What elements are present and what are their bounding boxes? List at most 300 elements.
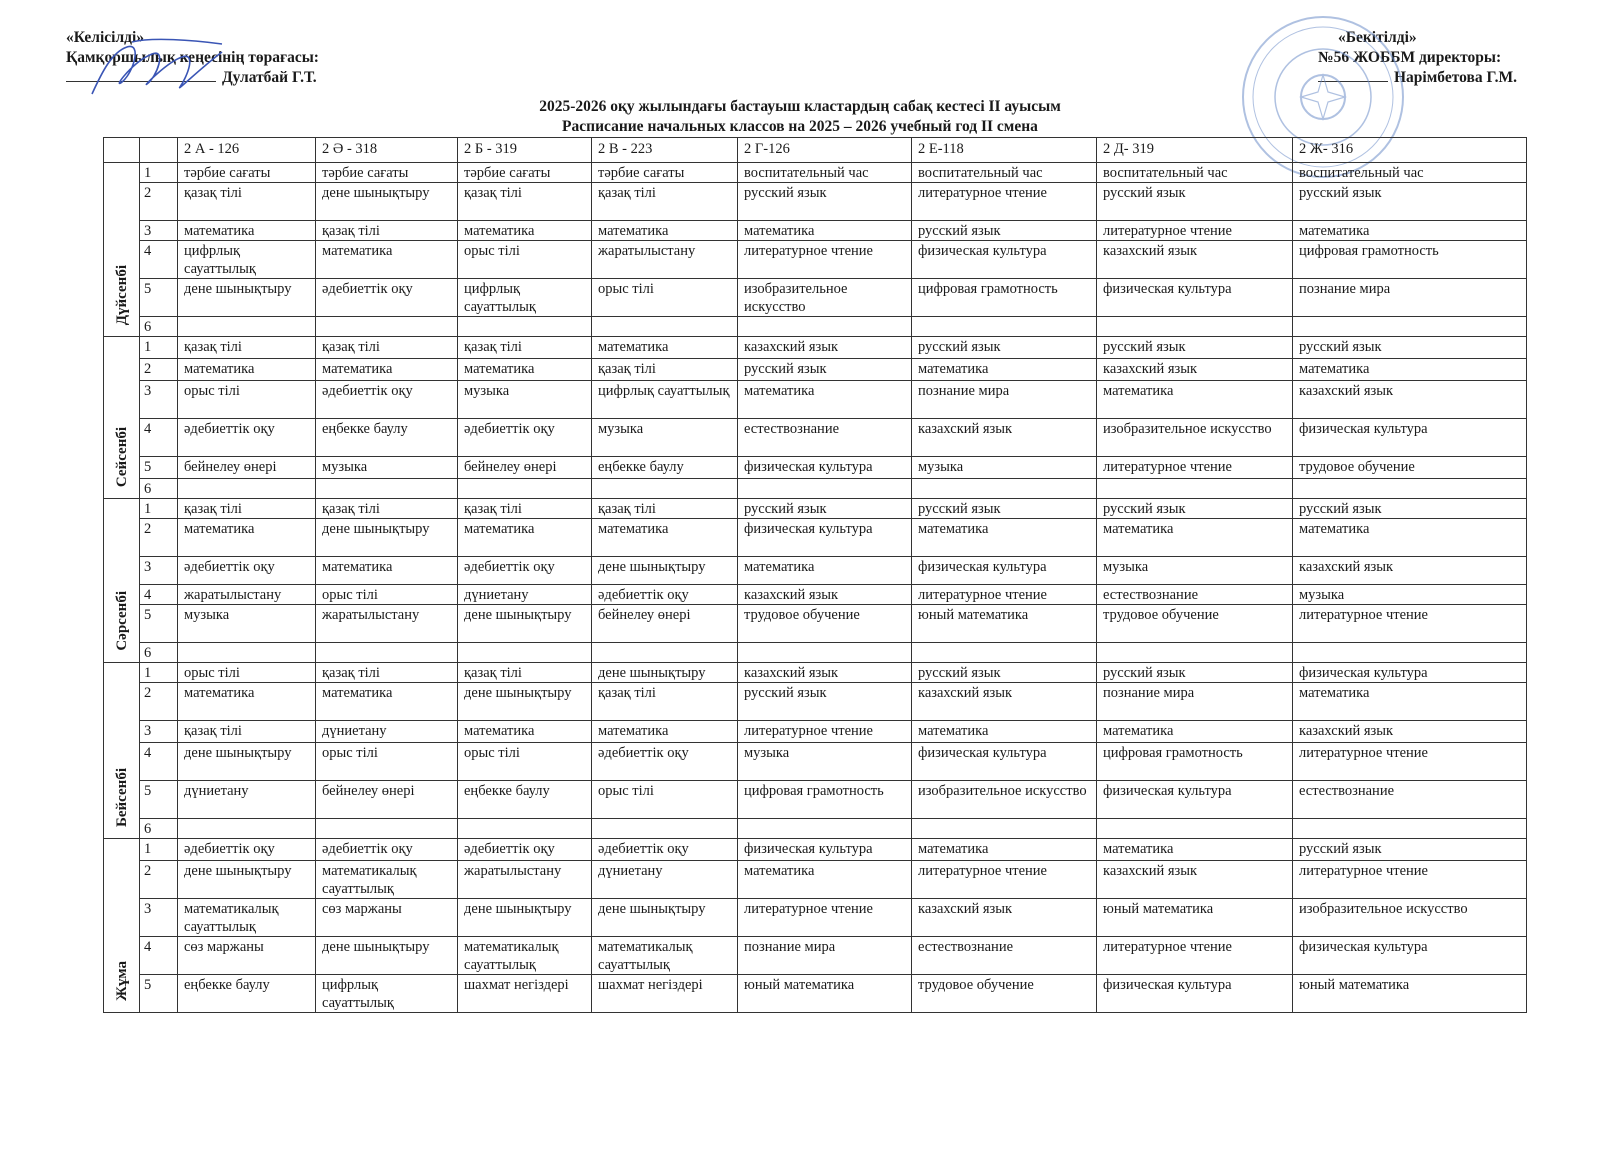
lesson-cell: [1097, 317, 1293, 337]
lesson-cell: әдебиеттік оқу: [316, 839, 458, 861]
lesson-cell: әдебиеттік оқу: [592, 585, 738, 605]
lesson-cell: [738, 643, 912, 663]
lesson-cell: дене шынықтыру: [178, 279, 316, 317]
lesson-cell: музыка: [1293, 585, 1527, 605]
lesson-cell: естествознание: [1097, 585, 1293, 605]
lesson-cell: математика: [592, 337, 738, 359]
lesson-number: 6: [140, 819, 178, 839]
class-header: 2 Е-118: [912, 138, 1097, 163]
table-row: [104, 721, 1527, 743]
lesson-cell: [316, 819, 458, 839]
table-row: [104, 337, 1527, 359]
lesson-cell: литературное чтение: [738, 241, 912, 279]
table-row: [104, 183, 1527, 221]
lesson-cell: әдебиеттік оқу: [178, 419, 316, 457]
lesson-cell: цифровая грамотность: [738, 781, 912, 819]
lesson-cell: математика: [458, 721, 592, 743]
lesson-cell: цифрлық сауаттылық: [458, 279, 592, 317]
lesson-cell: русский язык: [912, 499, 1097, 519]
lesson-cell: тәрбие сағаты: [592, 163, 738, 183]
lesson-cell: [316, 317, 458, 337]
lesson-cell: литературное чтение: [912, 861, 1097, 899]
lesson-cell: математика: [1097, 519, 1293, 557]
title-kz: 2025-2026 оқу жылындағы бастауыш кластардың сабақ кестесі II ауысым: [539, 98, 1061, 115]
lesson-number: 2: [140, 183, 178, 221]
lesson-cell: [178, 643, 316, 663]
schedule-table: [103, 137, 1527, 1013]
day-cell: [104, 163, 140, 337]
lesson-cell: математика: [1293, 519, 1527, 557]
lesson-cell: русский язык: [1097, 337, 1293, 359]
table-row: [104, 839, 1527, 861]
lesson-cell: естествознание: [1293, 781, 1527, 819]
table-row: [104, 819, 1527, 839]
table-row: [104, 683, 1527, 721]
lesson-cell: литературное чтение: [1097, 457, 1293, 479]
lesson-cell: қазақ тілі: [458, 499, 592, 519]
table-row: [104, 937, 1527, 975]
class-header: 2 Д- 319: [1097, 138, 1293, 163]
lesson-cell: дене шынықтыру: [178, 743, 316, 781]
table-row: [104, 457, 1527, 479]
lesson-cell: русский язык: [1293, 183, 1527, 221]
lesson-cell: қазақ тілі: [316, 663, 458, 683]
lesson-cell: воспитательный час: [1293, 163, 1527, 183]
table-row: [104, 557, 1527, 585]
lesson-number: 3: [140, 899, 178, 937]
lesson-number: 3: [140, 557, 178, 585]
lesson-cell: русский язык: [912, 221, 1097, 241]
lesson-cell: юный математика: [1097, 899, 1293, 937]
lesson-cell: [738, 479, 912, 499]
chair-signature-line: [66, 68, 319, 88]
lesson-cell: математика: [592, 221, 738, 241]
table-row: [104, 163, 1527, 183]
lesson-number: 3: [140, 221, 178, 241]
lesson-cell: музыка: [738, 743, 912, 781]
approved-label: «Бекітілді»: [1338, 29, 1417, 46]
lesson-cell: [1097, 479, 1293, 499]
table-row: [104, 899, 1527, 937]
lesson-cell: музыка: [178, 605, 316, 643]
lesson-cell: қазақ тілі: [458, 663, 592, 683]
lesson-cell: дене шынықтыру: [316, 183, 458, 221]
lesson-cell: познание мира: [1293, 279, 1527, 317]
lesson-cell: русский язык: [912, 663, 1097, 683]
lesson-cell: казахский язык: [1097, 359, 1293, 381]
lesson-cell: жаратылыстану: [178, 585, 316, 605]
lesson-cell: математикалық сауаттылық: [316, 861, 458, 899]
lesson-cell: литературное чтение: [1293, 861, 1527, 899]
lesson-cell: еңбекке баулу: [178, 975, 316, 1013]
lesson-cell: воспитательный час: [912, 163, 1097, 183]
lesson-cell: орыс тілі: [592, 781, 738, 819]
table-row: [104, 359, 1527, 381]
lesson-cell: математика: [738, 557, 912, 585]
lesson-cell: қазақ тілі: [178, 337, 316, 359]
lesson-number: 6: [140, 479, 178, 499]
lesson-number: 6: [140, 643, 178, 663]
header-row: [104, 138, 1527, 163]
lesson-cell: математика: [1097, 381, 1293, 419]
lesson-number: 5: [140, 975, 178, 1013]
approval-right: [1318, 28, 1517, 88]
table-row: [104, 221, 1527, 241]
table-row: [104, 317, 1527, 337]
lesson-cell: математика: [738, 381, 912, 419]
table-row: [104, 743, 1527, 781]
lesson-cell: әдебиеттік оқу: [178, 557, 316, 585]
lesson-cell: математика: [458, 519, 592, 557]
lesson-cell: дүниетану: [316, 721, 458, 743]
lesson-cell: русский язык: [912, 337, 1097, 359]
day-label: Дүйсенбі: [113, 264, 130, 325]
lesson-number: 6: [140, 317, 178, 337]
lesson-number: 2: [140, 683, 178, 721]
lesson-cell: физическая культура: [738, 839, 912, 861]
council-chair-role: Қамқоршылық кеңесінің төрағасы:: [66, 49, 319, 66]
lesson-cell: русский язык: [1097, 183, 1293, 221]
lesson-cell: физическая культура: [1097, 279, 1293, 317]
lesson-cell: казахский язык: [738, 337, 912, 359]
lesson-cell: математика: [592, 519, 738, 557]
lesson-cell: [316, 643, 458, 663]
lesson-number: 5: [140, 605, 178, 643]
table-row: [104, 585, 1527, 605]
lesson-cell: воспитательный час: [1097, 163, 1293, 183]
lesson-cell: [458, 643, 592, 663]
lesson-cell: қазақ тілі: [316, 221, 458, 241]
lesson-number: 3: [140, 721, 178, 743]
lesson-cell: орыс тілі: [316, 743, 458, 781]
lesson-cell: бейнелеу өнері: [316, 781, 458, 819]
lesson-cell: дене шынықтыру: [592, 557, 738, 585]
lesson-cell: математика: [316, 359, 458, 381]
lesson-cell: трудовое обучение: [738, 605, 912, 643]
lesson-cell: русский язык: [738, 359, 912, 381]
lesson-cell: цифрлық сауаттылық: [178, 241, 316, 279]
lesson-cell: литературное чтение: [1097, 221, 1293, 241]
lesson-cell: әдебиеттік оқу: [316, 381, 458, 419]
lesson-cell: математикалық сауаттылық: [178, 899, 316, 937]
lesson-number: 1: [140, 663, 178, 683]
lesson-number: 2: [140, 359, 178, 381]
lesson-cell: музыка: [592, 419, 738, 457]
lesson-cell: изобразительное искусство: [1293, 899, 1527, 937]
lesson-cell: математика: [316, 557, 458, 585]
lesson-number: 1: [140, 499, 178, 519]
lesson-cell: физическая культура: [1293, 663, 1527, 683]
lesson-cell: русский язык: [738, 683, 912, 721]
lesson-cell: [592, 819, 738, 839]
lesson-number: 4: [140, 241, 178, 279]
lesson-cell: цифрлық сауаттылық: [592, 381, 738, 419]
lesson-cell: бейнелеу өнері: [178, 457, 316, 479]
lesson-cell: бейнелеу өнері: [592, 605, 738, 643]
lesson-cell: юный математика: [1293, 975, 1527, 1013]
chair-name: Дулатбай Г.Т.: [222, 69, 317, 86]
lesson-cell: казахский язык: [1293, 381, 1527, 419]
lesson-number: 5: [140, 781, 178, 819]
lesson-cell: физическая культура: [912, 743, 1097, 781]
day-label: Бейсенбі: [113, 767, 130, 827]
lesson-cell: [178, 479, 316, 499]
lesson-cell: орыс тілі: [458, 241, 592, 279]
lesson-cell: литературное чтение: [1097, 937, 1293, 975]
lesson-cell: юный математика: [738, 975, 912, 1013]
table-row: [104, 861, 1527, 899]
lesson-cell: әдебиеттік оқу: [458, 419, 592, 457]
lesson-cell: казахский язык: [738, 585, 912, 605]
lesson-cell: математика: [458, 359, 592, 381]
class-header: 2 В - 223: [592, 138, 738, 163]
day-cell: [104, 663, 140, 839]
table-row: [104, 519, 1527, 557]
lesson-cell: физическая культура: [912, 241, 1097, 279]
lesson-cell: математика: [912, 839, 1097, 861]
lesson-cell: [592, 479, 738, 499]
lesson-cell: физическая культура: [912, 557, 1097, 585]
lesson-cell: еңбекке баулу: [592, 457, 738, 479]
lesson-cell: сөз маржаны: [178, 937, 316, 975]
lesson-cell: дүниетану: [458, 585, 592, 605]
lesson-cell: қазақ тілі: [316, 337, 458, 359]
day-cell: [104, 499, 140, 663]
schedule-header: [104, 138, 1527, 163]
lesson-cell: цифрлық сауаттылық: [316, 975, 458, 1013]
lesson-cell: изобразительное искусство: [912, 781, 1097, 819]
lesson-cell: математика: [738, 861, 912, 899]
lesson-cell: қазақ тілі: [458, 183, 592, 221]
table-row: [104, 479, 1527, 499]
class-header: 2 Б - 319: [458, 138, 592, 163]
lesson-cell: казахский язык: [912, 683, 1097, 721]
lesson-cell: русский язык: [738, 499, 912, 519]
lesson-cell: әдебиеттік оқу: [316, 279, 458, 317]
lesson-number: 1: [140, 163, 178, 183]
lesson-cell: казахский язык: [1097, 861, 1293, 899]
lesson-cell: математика: [1293, 683, 1527, 721]
lesson-cell: физическая культура: [738, 457, 912, 479]
lesson-cell: дүниетану: [178, 781, 316, 819]
lesson-cell: цифровая грамотность: [912, 279, 1097, 317]
lesson-cell: қазақ тілі: [592, 183, 738, 221]
header-day-cell: [104, 138, 140, 163]
lesson-cell: математика: [178, 359, 316, 381]
lesson-cell: трудовое обучение: [912, 975, 1097, 1013]
lesson-cell: литературное чтение: [738, 899, 912, 937]
lesson-cell: русский язык: [1293, 839, 1527, 861]
lesson-number: 5: [140, 457, 178, 479]
lesson-cell: [1293, 819, 1527, 839]
class-header: 2 А - 126: [178, 138, 316, 163]
lesson-cell: литературное чтение: [738, 721, 912, 743]
lesson-cell: математикалық сауаттылық: [458, 937, 592, 975]
lesson-cell: литературное чтение: [1293, 605, 1527, 643]
lesson-cell: дене шынықтыру: [458, 605, 592, 643]
lesson-cell: физическая культура: [1293, 937, 1527, 975]
table-row: [104, 381, 1527, 419]
lesson-cell: шахмат негіздері: [458, 975, 592, 1013]
day-label: Жұма: [113, 961, 130, 1001]
lesson-cell: казахский язык: [1097, 241, 1293, 279]
lesson-cell: қазақ тілі: [178, 183, 316, 221]
lesson-cell: жаратылыстану: [316, 605, 458, 643]
lesson-cell: физическая культура: [1097, 781, 1293, 819]
lesson-cell: математикалық сауаттылық: [592, 937, 738, 975]
lesson-cell: орыс тілі: [316, 585, 458, 605]
lesson-cell: [458, 819, 592, 839]
lesson-number: 4: [140, 585, 178, 605]
lesson-cell: физическая культура: [738, 519, 912, 557]
lesson-cell: [178, 317, 316, 337]
lesson-cell: математика: [316, 241, 458, 279]
table-row: [104, 499, 1527, 519]
lesson-cell: еңбекке баулу: [458, 781, 592, 819]
lesson-cell: русский язык: [738, 183, 912, 221]
lesson-cell: русский язык: [1097, 663, 1293, 683]
lesson-number: 4: [140, 937, 178, 975]
lesson-cell: [1293, 479, 1527, 499]
lesson-cell: познание мира: [1097, 683, 1293, 721]
lesson-cell: математика: [316, 683, 458, 721]
table-row: [104, 605, 1527, 643]
table-row: [104, 643, 1527, 663]
lesson-cell: [592, 643, 738, 663]
lesson-cell: казахский язык: [912, 899, 1097, 937]
lesson-cell: әдебиеттік оқу: [458, 557, 592, 585]
lesson-cell: русский язык: [1293, 499, 1527, 519]
director-role: №56 ЖОББМ директоры:: [1318, 49, 1502, 66]
lesson-cell: познание мира: [912, 381, 1097, 419]
lesson-cell: математика: [1097, 721, 1293, 743]
lesson-number: 2: [140, 861, 178, 899]
lesson-cell: музыка: [316, 457, 458, 479]
lesson-cell: физическая культура: [1097, 975, 1293, 1013]
lesson-cell: [1097, 819, 1293, 839]
day-cell: [104, 337, 140, 499]
lesson-cell: [912, 819, 1097, 839]
table-row: [104, 279, 1527, 317]
schedule-body: [104, 163, 1527, 1013]
title-ru: Расписание начальных классов на 2025 – 2026 учебный год II смена: [562, 118, 1038, 135]
lesson-cell: [1293, 317, 1527, 337]
lesson-cell: [912, 643, 1097, 663]
lesson-cell: математика: [1097, 839, 1293, 861]
lesson-number: 5: [140, 279, 178, 317]
day-cell: [104, 839, 140, 1013]
lesson-cell: [1293, 643, 1527, 663]
lesson-cell: изобразительное искусство: [738, 279, 912, 317]
director-name: Нарімбетова Г.М.: [1394, 69, 1517, 86]
header-number-cell: [140, 138, 178, 163]
table-row: [104, 781, 1527, 819]
lesson-cell: қазақ тілі: [316, 499, 458, 519]
lesson-cell: орыс тілі: [458, 743, 592, 781]
table-row: [104, 663, 1527, 683]
table-row: [104, 241, 1527, 279]
class-header: 2 Ә - 318: [316, 138, 458, 163]
lesson-cell: математика: [1293, 221, 1527, 241]
lesson-cell: математика: [592, 721, 738, 743]
lesson-cell: литературное чтение: [1293, 743, 1527, 781]
lesson-cell: дене шынықтыру: [458, 899, 592, 937]
lesson-cell: литературное чтение: [912, 585, 1097, 605]
lesson-number: 1: [140, 839, 178, 861]
lesson-cell: музыка: [912, 457, 1097, 479]
agreed-label: «Келісілді»: [66, 29, 145, 46]
lesson-cell: казахский язык: [1293, 721, 1527, 743]
lesson-cell: әдебиеттік оқу: [592, 839, 738, 861]
lesson-number: 2: [140, 519, 178, 557]
lesson-cell: дене шынықтыру: [458, 683, 592, 721]
lesson-cell: математика: [178, 221, 316, 241]
lesson-cell: математика: [1293, 359, 1527, 381]
class-header: 2 Ж- 316: [1293, 138, 1527, 163]
lesson-cell: литературное чтение: [912, 183, 1097, 221]
lesson-cell: орыс тілі: [178, 663, 316, 683]
lesson-cell: шахмат негіздері: [592, 975, 738, 1013]
lesson-cell: жаратылыстану: [458, 861, 592, 899]
lesson-cell: математика: [458, 221, 592, 241]
lesson-cell: русский язык: [1293, 337, 1527, 359]
lesson-cell: дене шынықтыру: [178, 861, 316, 899]
class-header: 2 Г-126: [738, 138, 912, 163]
day-label: Сейсенбі: [113, 426, 130, 487]
lesson-cell: жаратылыстану: [592, 241, 738, 279]
lesson-cell: тәрбие сағаты: [316, 163, 458, 183]
lesson-cell: математика: [912, 359, 1097, 381]
lesson-cell: казахский язык: [1293, 557, 1527, 585]
lesson-cell: әдебиеттік оқу: [178, 839, 316, 861]
lesson-cell: юный математика: [912, 605, 1097, 643]
lesson-cell: трудовое обучение: [1293, 457, 1527, 479]
lesson-cell: математика: [912, 721, 1097, 743]
lesson-cell: әдебиеттік оқу: [458, 839, 592, 861]
lesson-cell: естествознание: [912, 937, 1097, 975]
lesson-cell: сөз маржаны: [316, 899, 458, 937]
lesson-cell: [316, 479, 458, 499]
lesson-cell: изобразительное искусство: [1097, 419, 1293, 457]
table-row: [104, 419, 1527, 457]
lesson-cell: музыка: [1097, 557, 1293, 585]
lesson-cell: дүниетану: [592, 861, 738, 899]
lesson-cell: [178, 819, 316, 839]
lesson-cell: дене шынықтыру: [592, 663, 738, 683]
director-signature-line: [1318, 68, 1517, 88]
lesson-cell: [458, 317, 592, 337]
lesson-number: 4: [140, 419, 178, 457]
lesson-cell: математика: [912, 519, 1097, 557]
lesson-cell: қазақ тілі: [178, 499, 316, 519]
lesson-number: 1: [140, 337, 178, 359]
lesson-cell: [738, 819, 912, 839]
lesson-cell: математика: [738, 221, 912, 241]
lesson-cell: қазақ тілі: [592, 499, 738, 519]
lesson-cell: музыка: [458, 381, 592, 419]
lesson-cell: естествознание: [738, 419, 912, 457]
lesson-cell: цифровая грамотность: [1097, 743, 1293, 781]
lesson-cell: [592, 317, 738, 337]
lesson-cell: познание мира: [738, 937, 912, 975]
lesson-cell: математика: [178, 683, 316, 721]
lesson-number: 4: [140, 743, 178, 781]
day-label: Сәрсенбі: [113, 591, 130, 651]
lesson-cell: цифровая грамотность: [1293, 241, 1527, 279]
lesson-cell: математика: [178, 519, 316, 557]
lesson-cell: русский язык: [1097, 499, 1293, 519]
lesson-cell: [738, 317, 912, 337]
